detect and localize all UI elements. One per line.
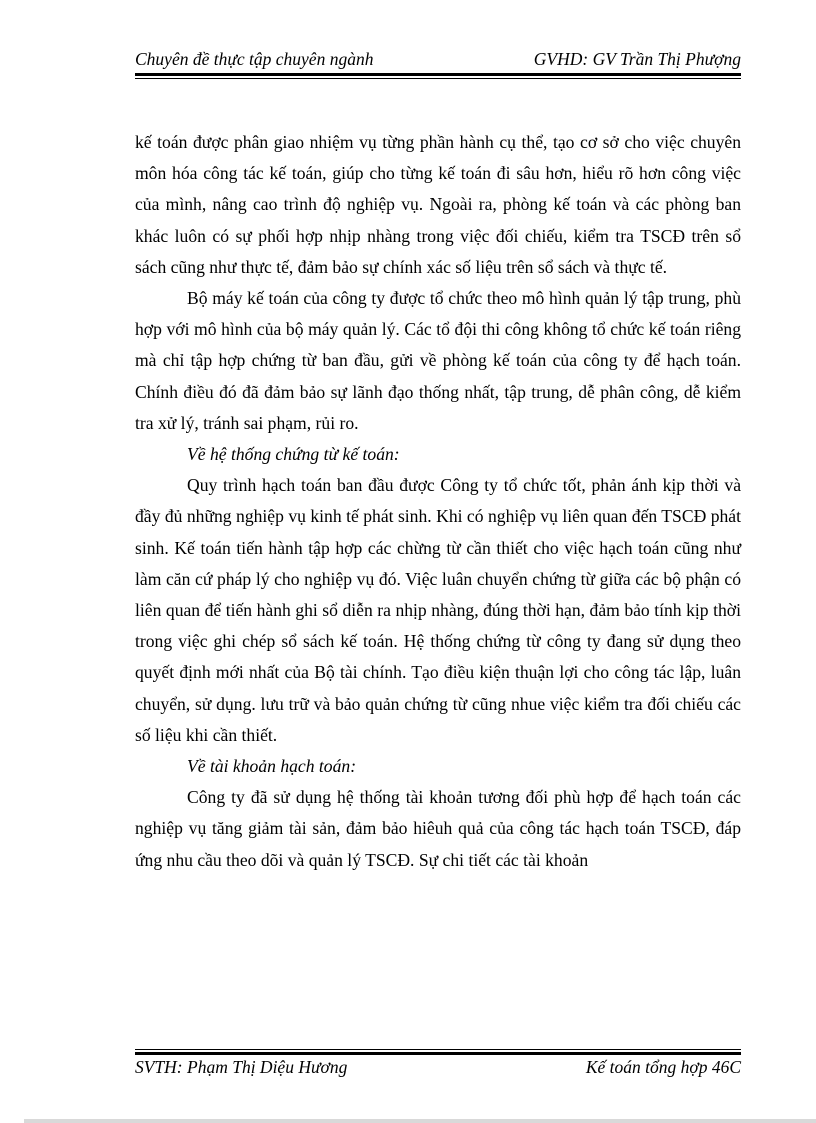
paragraph-accounting-assignment: kế toán được phân giao nhiệm vụ từng phần hành cụ thể, tạo cơ sở cho việc chuyên môn hóa công tác kế toán, giúp cho từng kế toán đi sâu hơn, hiểu rõ hơn công việc của mình, nâng cao trình độ nghiệp vụ. Ngoài ra, phòng kế toán và các phòng ban khác luôn có sự phối hợp nhịp nhàng trong việc đối chiếu, kiểm tra TSCĐ trên sổ sách cũng như thực tế, đảm bảo sự chính xác số liệu trên sổ sách và thực tế.: [135, 132, 741, 277]
footer-class-name: Kế toán tổng hợp 46C: [585, 1057, 741, 1077]
paragraph-voucher-process: Quy trình hạch toán ban đầu được Công ty tổ chức tốt, phản ánh kịp thời và đầy đủ những nghiệp vụ kinh tế phát sinh. Khi có nghiệp vụ liên quan đến TSCĐ phát sinh. Kế toán tiến hành tập hợp các chừng từ cần thiết cho việc hạch toán cũng như làm căn cứ pháp lý cho nghiệp vụ đó. Việc luân chuyển chứng từ giữa các bộ phận có liên quan để tiến hành ghi sổ diễn ra nhịp nhàng, đúng thời hạn, đảm bảo tính kịp thời trong việc ghi chép sổ sách kế toán. Hệ thống chứng từ công ty đang sử dụng theo quyết định mới nhất của Bộ tài chính. Tạo điều kiện thuận lợi cho công tác lập, luân chuyển, sử dụng. lưu trữ và bảo quản chứng từ cũng nhue việc kiểm tra đối chiếu các số liệu khi cần thiết.: [135, 475, 741, 745]
section-heading-accounts: Về tài khoản hạch toán:: [187, 756, 357, 777]
footer-student-name: SVTH: Phạm Thị Diệu Hương: [135, 1057, 348, 1077]
document-body: [135, 127, 741, 876]
page-footer: [135, 1056, 741, 1078]
header-supervisor: GVHD: GV Trần Thị Phượng: [533, 49, 741, 69]
paragraph-account-system: Công ty đã sử dụng hệ thống tài khoản tương đối phù hợp để hạch toán các nghiệp vụ tăng giảm tài sản, đảm bảo hiêuh quả của công tác hạch toán TSCĐ, đáp ứng nhu cầu theo dõi và quản lý TSCĐ. Sự chi tiết các tài khoản: [135, 787, 741, 870]
header-rule: [135, 73, 741, 79]
section-heading-vouchers: Về hệ thống chứng từ kế toán:: [187, 444, 400, 465]
header-course-title: Chuyên đề thực tập chuyên ngành: [135, 49, 374, 69]
page-header: [135, 48, 741, 73]
paragraph-accounting-structure: Bộ máy kế toán của công ty được tổ chức theo mô hình quản lý tập trung, phù hợp với mô hình của bộ máy quản lý. Các tổ đội thi công không tổ chức kế toán riêng mà chỉ tập hợp chứng từ ban đầu, gửi về phòng kế toán của công ty để hạch toán. Chính điều đó đã đảm bảo sự lãnh đạo thống nhất, tập trung, dễ phân công, dễ kiểm tra xử lý, tránh sai phạm, rủi ro.: [135, 288, 741, 433]
page-bottom-edge: [24, 1119, 816, 1123]
footer-rule: [135, 1049, 741, 1055]
